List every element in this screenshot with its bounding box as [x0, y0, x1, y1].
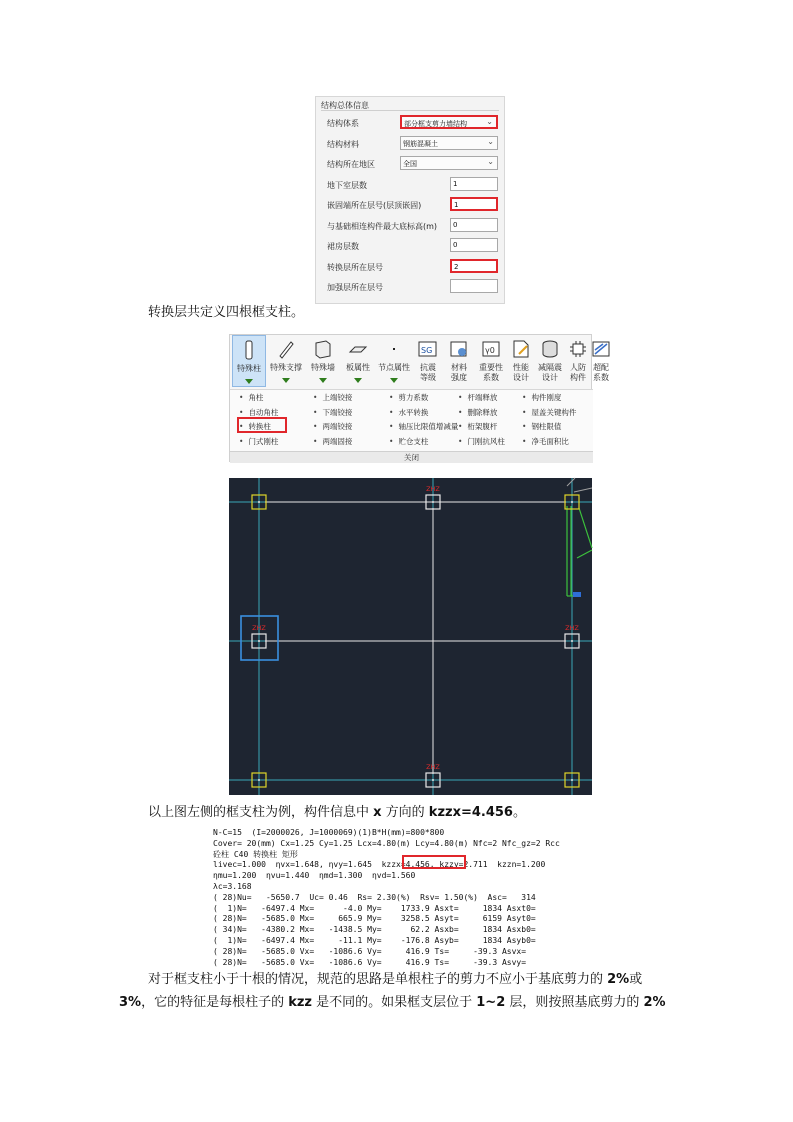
setting-row	[316, 195, 506, 215]
setting-row	[316, 277, 506, 297]
svg-text:SG: SG	[421, 346, 433, 355]
output-line: ( 28)N= -5685.0 Vx= -1086.6 Vy= 416.9 Ts= -39.3 Asvx=	[213, 946, 527, 956]
dropdown-arrow-icon	[282, 378, 290, 383]
output-line: ( 28)N= -5685.0 Vx= -1086.6 Vy= 416.9 Ts= -39.3 Asvy=	[213, 957, 527, 967]
ribbon-button[interactable]	[591, 335, 611, 387]
ribbon-button-label: 构件	[570, 373, 586, 382]
ribbon-button-label: 节点属性	[378, 363, 410, 372]
close-button[interactable]: 关闭	[230, 451, 593, 463]
menu-item[interactable]: • 两端固接	[313, 436, 352, 447]
menu-item[interactable]: • 贮仓支柱	[389, 436, 428, 447]
divider	[321, 110, 499, 111]
grid-drawing	[229, 478, 592, 795]
ribbon-button-label: 超配	[593, 363, 609, 372]
menu-item[interactable]: • 水平转换	[389, 407, 428, 418]
setting-input[interactable]	[450, 279, 498, 293]
ribbon-button[interactable]	[232, 335, 266, 387]
setting-value: 0	[453, 241, 458, 249]
menu-item[interactable]: • 轴压比限值增减量	[389, 421, 458, 432]
ribbon-button-label: 重要性	[479, 363, 503, 372]
setting-input[interactable]	[450, 238, 498, 252]
menu-item[interactable]: • 剪力系数	[389, 392, 428, 403]
ribbon-button-label: 抗震	[420, 363, 436, 372]
wall-line	[577, 550, 592, 558]
setting-label: 地下室层数	[327, 180, 367, 190]
text-segment: 以上图左侧的框支柱为例，构件信息中	[148, 805, 374, 820]
ribbon-button-label: 特殊柱	[237, 364, 261, 373]
text-segment: 。	[512, 805, 526, 820]
dropdown-arrow-icon	[245, 379, 253, 384]
output-line: ( 28)N= -5685.0 Mx= 665.9 My= 3258.5 Asyt= 6159 Asyt0=	[213, 914, 536, 924]
ribbon-button-label: 系数	[593, 373, 609, 382]
component-info-output	[213, 828, 593, 971]
column-center	[432, 779, 434, 781]
overreinforce-icon	[591, 339, 611, 359]
menu-item[interactable]: • 下端铰接	[313, 407, 352, 418]
paragraph-transfer-columns: 转换层共定义四根框支柱。	[148, 305, 305, 320]
menu-item[interactable]: • 上端铰接	[313, 392, 352, 403]
output-line: livec=1.000 ηvx=1.648, ηvy=1.645 kzzx=4.456, kzzy=2.711 kzzn=1.200	[213, 860, 546, 870]
column-center	[571, 779, 573, 781]
column-center	[571, 640, 573, 642]
output-line: ( 34)N= -4380.2 Mx= -1438.5 My= 62.2 Asxb= 1834 Asxb0=	[213, 925, 536, 935]
setting-value: 0	[453, 220, 458, 229]
paragraph-kzzx	[148, 804, 526, 822]
dropdown-arrow-icon	[319, 378, 327, 383]
ribbon-button-label: 性能	[513, 363, 529, 372]
setting-row	[316, 113, 506, 133]
menu-item[interactable]: • 净毛面积比	[522, 436, 569, 447]
setting-input[interactable]	[450, 197, 498, 211]
menu-item[interactable]: • 删除释放	[458, 407, 497, 418]
setting-row	[316, 134, 506, 154]
axis-grid	[229, 478, 592, 795]
ribbon-button-label: 设计	[542, 373, 558, 382]
column-center	[258, 779, 260, 781]
beam-lines	[265, 502, 566, 774]
column-center	[258, 640, 260, 642]
paragraph-spec-line1	[148, 971, 642, 989]
setting-label: 加强层所在层号	[327, 283, 383, 292]
ribbon-button-label: 等级	[420, 373, 436, 382]
setting-value: 2	[454, 262, 459, 271]
zhz-label: ZHZ	[252, 624, 266, 632]
output-line: λc=3.168	[213, 882, 252, 891]
output-line: ( 28)Nu= -5650.7 Uc= 0.46 Rs= 2.30(%) Rsv= 1.50(%) Asc= 314	[213, 892, 536, 902]
menu-item[interactable]: • 门刚抗风柱	[458, 436, 505, 447]
output-line: Cover= 20(mm) Cx=1.25 Cy=1.25 Lcx=4.80(m) Lcy=4.80(m) Nfc=2 Nfc_gz=2 Rcc	[213, 838, 560, 848]
setting-row	[316, 175, 506, 195]
text-segment: 1~2	[476, 995, 506, 1010]
ribbon-button-label: 系数	[483, 373, 499, 382]
edge-line	[567, 478, 575, 486]
civil-defense-icon	[568, 339, 588, 359]
setting-label: 与基础相连构件最大底标高(m)	[327, 221, 438, 231]
text-segment: 3%	[119, 995, 142, 1010]
ribbon-button[interactable]	[566, 335, 590, 387]
setting-select[interactable]	[400, 136, 498, 150]
column-center	[258, 501, 260, 503]
setting-value: 钢筋混凝土	[403, 139, 438, 148]
wall-elements	[567, 506, 592, 596]
zhz-label: ZHZ	[426, 485, 440, 493]
panel-header: 结构总体信息	[321, 101, 369, 110]
ribbon-button[interactable]	[267, 335, 305, 387]
seismic-grade-icon	[418, 339, 438, 359]
output-line: 砼柱 C40 转换柱 矩形	[213, 849, 298, 859]
ribbon-button[interactable]	[341, 335, 375, 387]
material-icon	[449, 339, 469, 359]
highlight-box	[402, 855, 466, 869]
text-segment: 对于框支柱小于十根的情况，规范的思路是单根柱子的剪力不应小于基底剪力的	[148, 972, 608, 987]
menu-item[interactable]: • 杆端释放	[458, 392, 497, 403]
ribbon-button-label: 特殊支撑	[270, 363, 302, 372]
zhz-label: ZHZ	[426, 763, 440, 771]
ribbon-button[interactable]	[508, 335, 534, 387]
ribbon-button[interactable]	[444, 335, 474, 387]
wall-line	[579, 508, 592, 548]
cad-plan-view[interactable]	[229, 478, 592, 795]
setting-row	[316, 236, 506, 256]
ribbon-button-label: 强度	[451, 373, 467, 382]
setting-input[interactable]	[450, 259, 498, 273]
ribbon-button-label: 设计	[513, 373, 529, 382]
text-segment: 方向的	[381, 805, 429, 820]
setting-value: 1	[453, 179, 458, 188]
structure-info-panel	[315, 96, 505, 304]
output-line: N-C=15 (I=2000026, J=1000069)(1)B*H(mm)=800*800	[213, 828, 445, 837]
setting-value: 1	[454, 201, 459, 209]
setting-value: 部分框支剪力墙结构	[404, 120, 467, 128]
chevron-down-icon[interactable]: ⌄	[487, 157, 494, 166]
text-segment: x	[373, 805, 382, 820]
dropdown-arrow-icon	[390, 378, 398, 383]
setting-label: 转换层所在层号	[327, 262, 383, 272]
column-center	[432, 501, 434, 503]
menu-item[interactable]: • 构件刚度	[522, 392, 561, 403]
setting-label: 嵌固端所在层号(层顶嵌固)	[327, 201, 422, 210]
kzzx-value: kzzx=4.456	[428, 805, 513, 820]
output-line: ( 1)N= -6497.4 Mx= -4.0 My= 1733.9 Asxt= 1834 Asxt0=	[213, 903, 536, 913]
menu-item[interactable]: • 屋盖关键构件	[522, 407, 576, 418]
isolation-icon	[540, 339, 560, 359]
importance-icon	[481, 339, 501, 359]
special-member-ribbon	[229, 334, 609, 462]
node-icon	[384, 339, 404, 359]
setting-row	[316, 257, 506, 277]
text-segment: 2%	[607, 972, 630, 987]
output-line: ηmu=1.200 ηvu=1.440 ηmd=1.300 ηvd=1.560	[213, 871, 416, 881]
blue-marker	[573, 592, 581, 597]
text-segment: ，它的特征是每根柱子的	[141, 995, 289, 1010]
text-segment: 层，则按照基底剪力的	[505, 995, 644, 1010]
setting-value: 全国	[403, 160, 417, 168]
wall-icon	[313, 339, 333, 359]
setting-label: 结构材料	[327, 139, 359, 149]
edge-line	[574, 488, 592, 492]
ribbon-button-label: 人防	[570, 363, 586, 372]
menu-item[interactable]: • 钢柱限值	[522, 421, 561, 432]
text-segment: 是不同的。如果框支层位于	[312, 995, 477, 1010]
text-segment: 或	[629, 972, 643, 987]
menu-item[interactable]: • 门式刚柱	[239, 436, 278, 447]
ribbon-button-label: 特殊墙	[311, 363, 335, 372]
menu-item[interactable]: • 桁架腹杆	[458, 421, 497, 432]
highlight-box	[237, 417, 287, 433]
ribbon-button[interactable]	[376, 335, 412, 387]
setting-select[interactable]	[400, 115, 498, 129]
chevron-down-icon[interactable]: ⌄	[486, 117, 493, 126]
performance-icon	[511, 339, 531, 359]
brace-icon	[276, 339, 296, 359]
setting-label: 裙房层数	[327, 242, 359, 251]
column-icon	[239, 340, 259, 360]
menu-item[interactable]: • 角柱	[239, 392, 263, 403]
ribbon-button[interactable]	[306, 335, 340, 387]
ribbon-button[interactable]	[413, 335, 443, 387]
text-segment: 2%	[643, 995, 666, 1010]
menu-item[interactable]: • 两端铰接	[313, 421, 352, 432]
slab-icon	[348, 339, 368, 359]
ribbon-button-label: 材料	[451, 363, 467, 372]
chevron-down-icon[interactable]: ⌄	[487, 136, 494, 146]
setting-label: 结构所在地区	[327, 160, 375, 169]
output-line: ( 1)N= -6497.4 Mx= -11.1 My= -176.8 Asyb= 1834 Asyb0=	[213, 936, 536, 945]
dropdown-arrow-icon	[354, 378, 362, 383]
ribbon-button-label: 减隔震	[538, 363, 562, 372]
setting-input[interactable]	[450, 218, 498, 232]
text-segment: kzz	[288, 995, 312, 1010]
setting-select[interactable]	[400, 156, 498, 170]
paragraph-spec-line2	[119, 994, 666, 1012]
column-center	[571, 501, 573, 503]
menu-item[interactable]: • 自动角柱	[239, 407, 278, 418]
ribbon-button[interactable]	[475, 335, 507, 387]
menu-item[interactable]: • 转换柱	[239, 421, 271, 432]
setting-row	[316, 216, 506, 236]
setting-input[interactable]	[450, 177, 498, 191]
setting-label: 结构体系	[327, 119, 359, 128]
svg-text:γ0: γ0	[485, 346, 495, 355]
ribbon-button[interactable]	[535, 335, 565, 387]
zhz-label: ZHZ	[565, 624, 579, 632]
ribbon-button-label: 板属性	[346, 363, 370, 372]
setting-row	[316, 154, 506, 174]
